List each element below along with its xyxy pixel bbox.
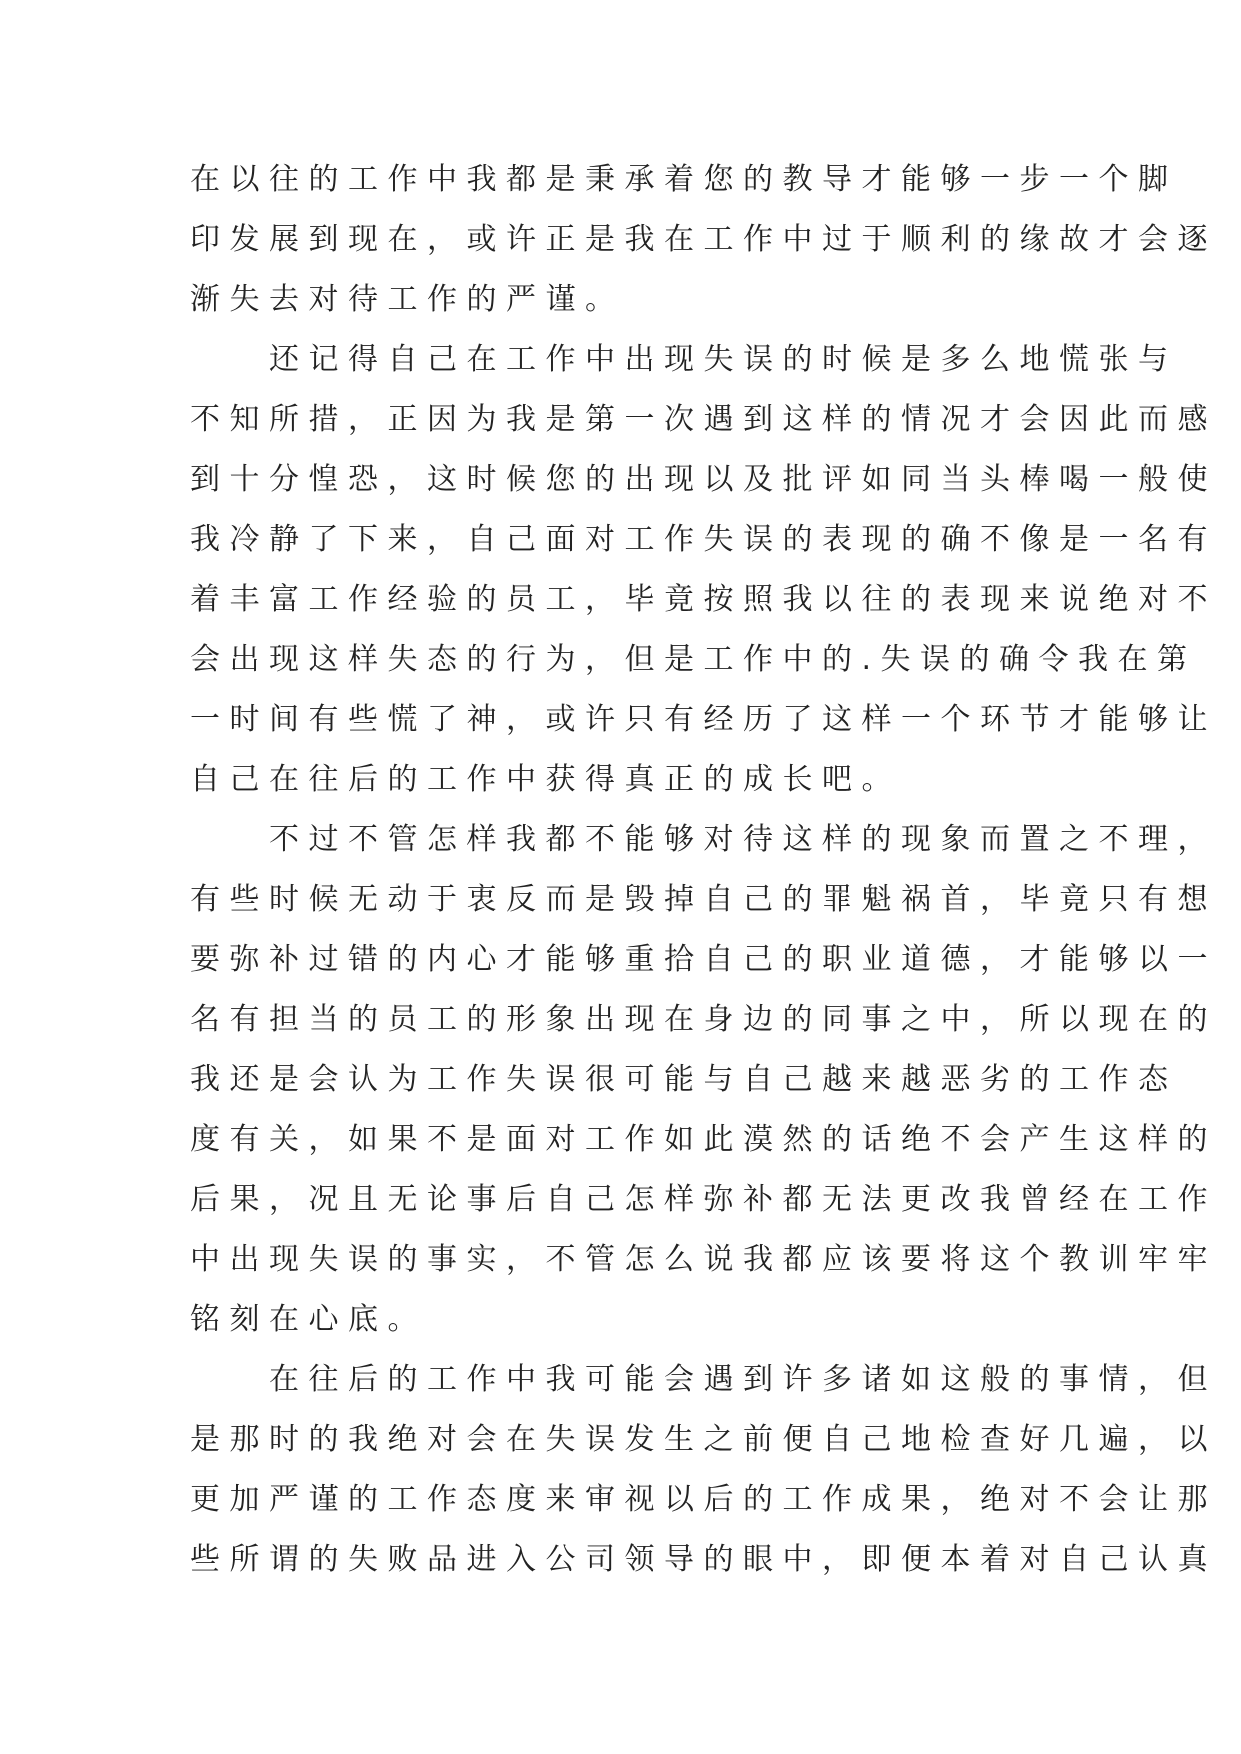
- text-line: 更加严谨的工作态度来审视以后的工作成果，绝对不会让那: [190, 1482, 1217, 1517]
- text-line: 后果，况且无论事后自己怎样弥补都无法更改我曾经在工作: [190, 1182, 1217, 1217]
- text-line: 一时间有些慌了神，或许只有经历了这样一个环节才能够让: [190, 702, 1217, 737]
- text-line: 度有关，如果不是面对工作如此漠然的话绝不会产生这样的: [190, 1122, 1217, 1157]
- text-line: 名有担当的员工的形象出现在身边的同事之中，所以现在的: [190, 1002, 1217, 1037]
- text-line: 着丰富工作经验的员工，毕竟按照我以往的表现来说绝对不: [190, 582, 1217, 617]
- text-line: 我还是会认为工作失误很可能与自己越来越恶劣的工作态: [190, 1062, 1178, 1097]
- body-text: [190, 160, 1217, 1600]
- text-line: 在往后的工作中我可能会遇到许多诸如这般的事情，但: [190, 1362, 1217, 1397]
- text-line: 印发展到现在，或许正是我在工作中过于顺利的缘故才会逐: [190, 222, 1217, 257]
- text-line: 有些时候无动于衷反而是毁掉自己的罪魁祸首，毕竟只有想: [190, 882, 1217, 917]
- text-line: 到十分惶恐，这时候您的出现以及批评如同当头棒喝一般使: [190, 462, 1217, 497]
- text-line: 中出现失误的事实，不管怎么说我都应该要将这个教训牢牢: [190, 1242, 1217, 1277]
- text-line: 些所谓的失败品进入公司领导的眼中，即便本着对自己认真: [190, 1542, 1217, 1577]
- text-line: 不过不管怎样我都不能够对待这样的现象而置之不理，: [190, 822, 1217, 857]
- text-line: 不知所措，正因为我是第一次遇到这样的情况才会因此而感: [190, 402, 1217, 437]
- text-line: 还记得自己在工作中出现失误的时候是多么地慌张与: [190, 342, 1178, 377]
- text-line: 会出现这样失态的行为，但是工作中的.失误的确令我在第: [190, 642, 1197, 677]
- text-line: 我冷静了下来，自己面对工作失误的表现的确不像是一名有: [190, 522, 1217, 557]
- text-line: 渐失去对待工作的严谨。: [190, 282, 625, 317]
- text-line: 铭刻在心底。: [190, 1302, 427, 1337]
- text-line: 要弥补过错的内心才能够重拾自己的职业道德，才能够以一: [190, 942, 1217, 977]
- text-line: 在以往的工作中我都是秉承着您的教导才能够一步一个脚: [190, 162, 1178, 197]
- text-line: 是那时的我绝对会在失误发生之前便自己地检查好几遍，以: [190, 1422, 1217, 1457]
- text-line: 自己在往后的工作中获得真正的成长吧。: [190, 762, 901, 797]
